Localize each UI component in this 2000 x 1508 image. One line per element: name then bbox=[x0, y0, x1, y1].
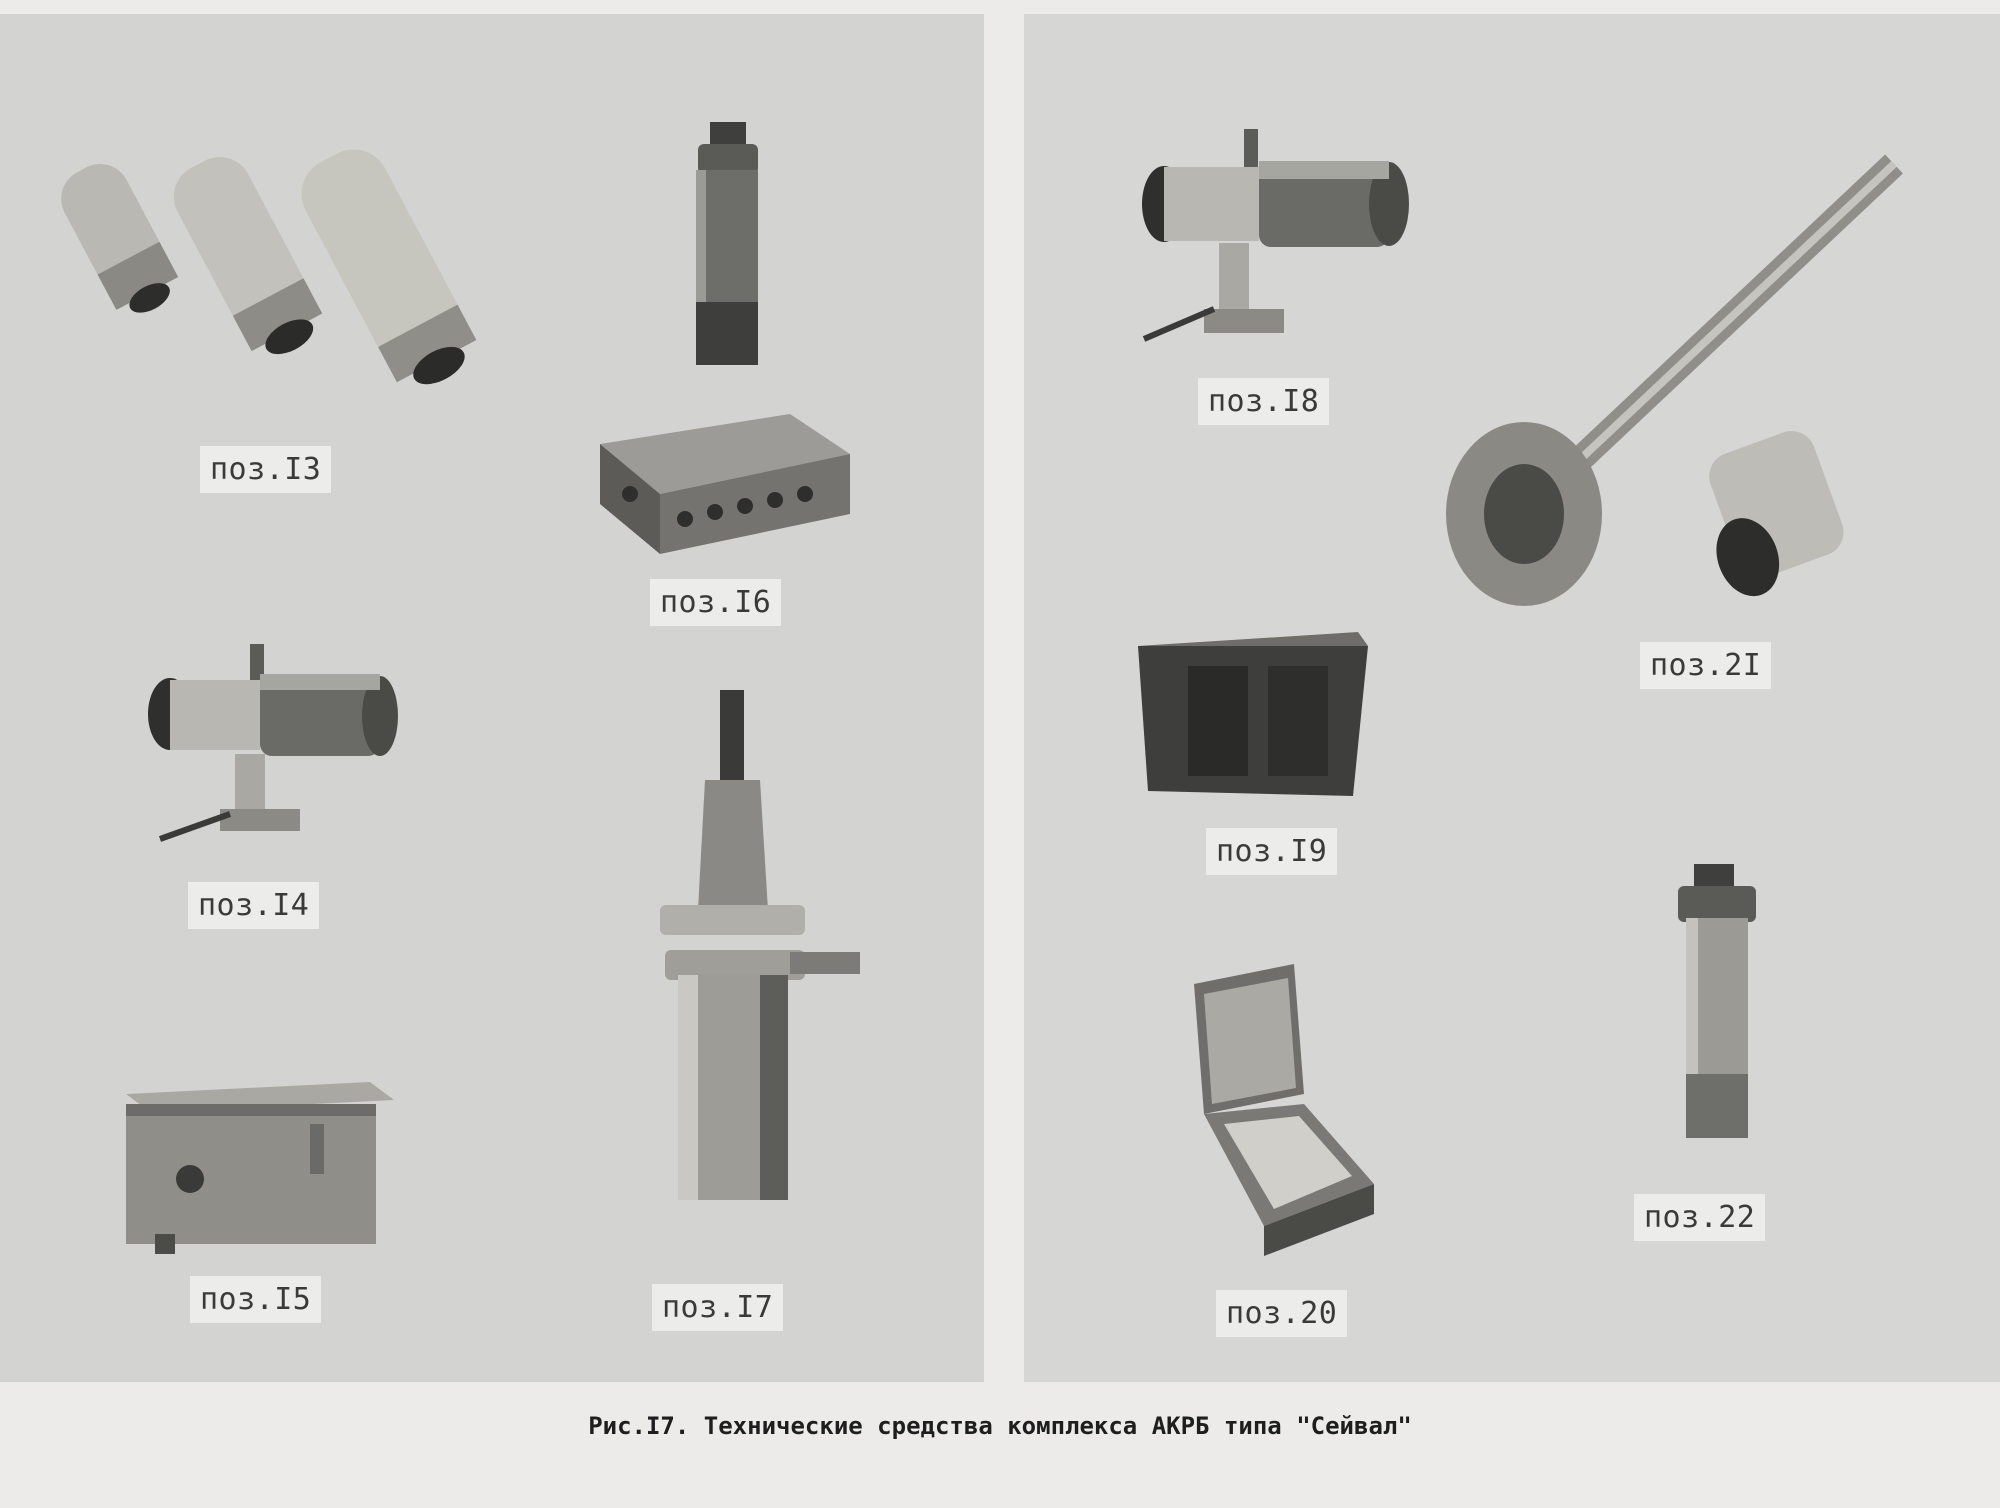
item-19-photo bbox=[1128, 626, 1378, 806]
figure-caption: Рис.I7. Технические средства комплекса АКРБ типа "Сейвал" bbox=[588, 1412, 1412, 1440]
item-20-label: поз.20 bbox=[1216, 1290, 1347, 1337]
item-22-photo bbox=[1664, 864, 1774, 1154]
item-20-photo bbox=[1184, 964, 1384, 1264]
item-14-photo bbox=[140, 644, 400, 854]
item-21-label: поз.2I bbox=[1640, 642, 1771, 689]
item-13-photo bbox=[40, 134, 500, 444]
item-15-label: поз.I5 bbox=[190, 1276, 321, 1323]
item-14-label: поз.I4 bbox=[188, 882, 319, 929]
item-16-box-photo bbox=[590, 414, 860, 564]
item-16-label: поз.I6 bbox=[650, 579, 781, 626]
item-13-label: поз.I3 bbox=[200, 446, 331, 493]
item-19-label: поз.I9 bbox=[1206, 828, 1337, 875]
photo-panel-right bbox=[1024, 14, 2000, 1382]
item-17-photo bbox=[650, 690, 870, 1210]
item-22-label: поз.22 bbox=[1634, 1194, 1765, 1241]
item-21-photo bbox=[1434, 154, 1904, 614]
item-18-label: поз.I8 bbox=[1198, 378, 1329, 425]
item-18-photo bbox=[1134, 129, 1424, 354]
item-16-cylinder-photo bbox=[680, 122, 790, 377]
photo-panel-left bbox=[0, 14, 984, 1382]
item-15-photo bbox=[120, 1074, 400, 1254]
item-17-label: поз.I7 bbox=[652, 1284, 783, 1331]
